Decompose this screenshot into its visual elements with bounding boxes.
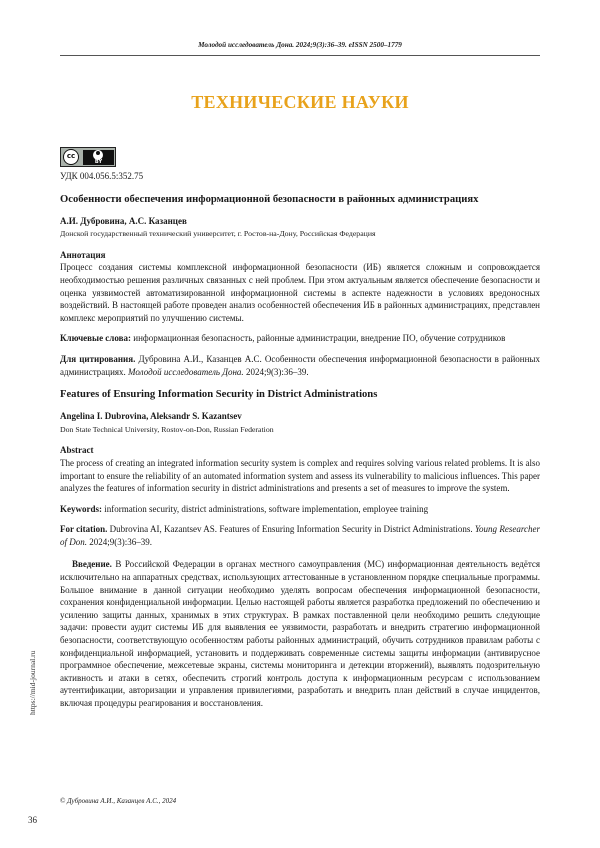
affiliation-en: Don State Technical University, Rostov-on-Don, Russian Federation	[60, 424, 274, 434]
article-body	[60, 170, 540, 710]
abstract-heading-en: Abstract	[60, 445, 94, 456]
abstract-heading-ru: Аннотация	[60, 249, 106, 260]
page-number: 36	[28, 815, 37, 825]
article-title-ru: Особенности обеспечения информационной безопасности в районных администрациях	[60, 193, 479, 205]
running-head: Молодой исследователь Дона. 2024;9(3):36–39. eISSN 2500–1779	[198, 41, 402, 49]
abstract-text-ru: Процесс создания системы комплексной информационной безопасности (ИБ) является сложным и сопровождается необходимостью решения различных связанных с ней проблем. При этом актуальным является обеспечение безопасности и оценка уязвимостей автоматизированной информационной системы в аспекте надежности в условиях вредоносных воздействий. В настоящей работе проведен анализ особенностей обеспечения ИБ в районных администрациях, представлен комплекс мероприятий по улучшению системы.	[60, 262, 540, 323]
authors-ru: А.И. Дубровина, А.С. Казанцев	[60, 215, 187, 226]
intro-text: В Российской Федерации в органах местного самоуправления (МС) информационная деятельность ведётся исключительно на аппаратных средствах, использующих аттестованные в установленном порядке специальные программы. Большое внимание в данной ситуации необходимо уделять вопросам обеспечения информационной безопасности, сохранения конфиденциальной информации. Целью настоящей работы является разработка предложений по обеспечению и усилению защиты данных, хранимых в этих структурах. В рамках поставленной цели необходимо решить следующие задачи: провести аудит системы ИБ для выявления ее уязвимости, разработать и внедрить стратегию информационной безопасности, соответствующую особенностям работы районных администраций, обучить сотрудников правилам работы с конфиденциальной информацией, установить и поддерживать современные системы защиты информации (антивирусное программное обеспечение, межсетевые экраны, системы мониторинга и детекции вторжений), выявлять подозрительную активность и атаки в сетях, обеспечить строгий контроль доступа к информационным ресурсам с использованием аутентификации, авторизации и управления привилегиями, разработать и внедрить план действий в случае инцидентов, включая процедуры реагирования и восстановления.	[60, 559, 541, 708]
citation-label-en: For citation.	[60, 524, 108, 535]
citation-journal-en: Young Researcher of Don.	[60, 524, 540, 547]
keywords-ru	[60, 332, 540, 345]
cc-icon: cc	[63, 149, 79, 165]
section-title: ТЕХНИЧЕСКИЕ НАУКИ	[191, 92, 409, 112]
citation-ru	[60, 353, 540, 378]
copyright-notice: © Дубровина А.И., Казанцев А.С., 2024	[60, 797, 177, 805]
udk-code: УДК 004.056.5:352.75	[60, 171, 144, 181]
citation-text-en: Dubrovina AI, Kazantsev AS. Features of Ensuring Information Security in District Administrations.	[109, 524, 473, 535]
citation-en	[60, 523, 540, 548]
authors-en: Angelina I. Dubrovina, Aleksandr S. Kazantsev	[60, 411, 242, 422]
header-rule	[60, 55, 540, 56]
journal-url[interactable]: https://mid-journal.ru	[28, 650, 37, 715]
article-title-en: Features of Ensuring Information Security in District Administrations	[60, 389, 378, 401]
keywords-label-en: Keywords:	[60, 503, 102, 514]
citation-tail-ru: 2024;9(3):36–39.	[245, 366, 309, 377]
citation-journal-ru: Молодой исследователь Дона.	[128, 366, 244, 377]
abstract-text-en: The process of creating an integrated information security system is complex and requires solving various related problems. It is also important to ensure the reliability of an automated information system and assess its vulnerability to malicious influences. This paper analyzes the features of information security in district administrations and presents a set of measures to improve the system.	[60, 457, 540, 494]
citation-tail-en: 2024;9(3):36–39.	[89, 536, 152, 547]
keywords-en	[60, 503, 540, 516]
citation-text-ru: Дубровина А.И., Казанцев А.С. Особенности обеспечения информационной безопасности в районных администрациях.	[60, 353, 540, 377]
by-label: BY	[94, 159, 103, 165]
intro-label: Введение.	[72, 559, 112, 570]
affiliation-ru: Донской государственный технический университет, г. Ростов-на-Дону, Российская Федерация	[60, 229, 376, 239]
cc-by-license-icon[interactable]	[60, 147, 116, 167]
keywords-label-ru: Ключевые слова:	[60, 333, 131, 344]
introduction-paragraph	[60, 558, 540, 709]
citation-label-ru: Для цитирования.	[60, 353, 136, 364]
keywords-text-en: information security, district administrations, software implementation, employee training	[104, 503, 429, 514]
keywords-text-ru: информационная безопасность, районные администрации, внедрение ПО, обучение сотрудников	[133, 333, 506, 344]
